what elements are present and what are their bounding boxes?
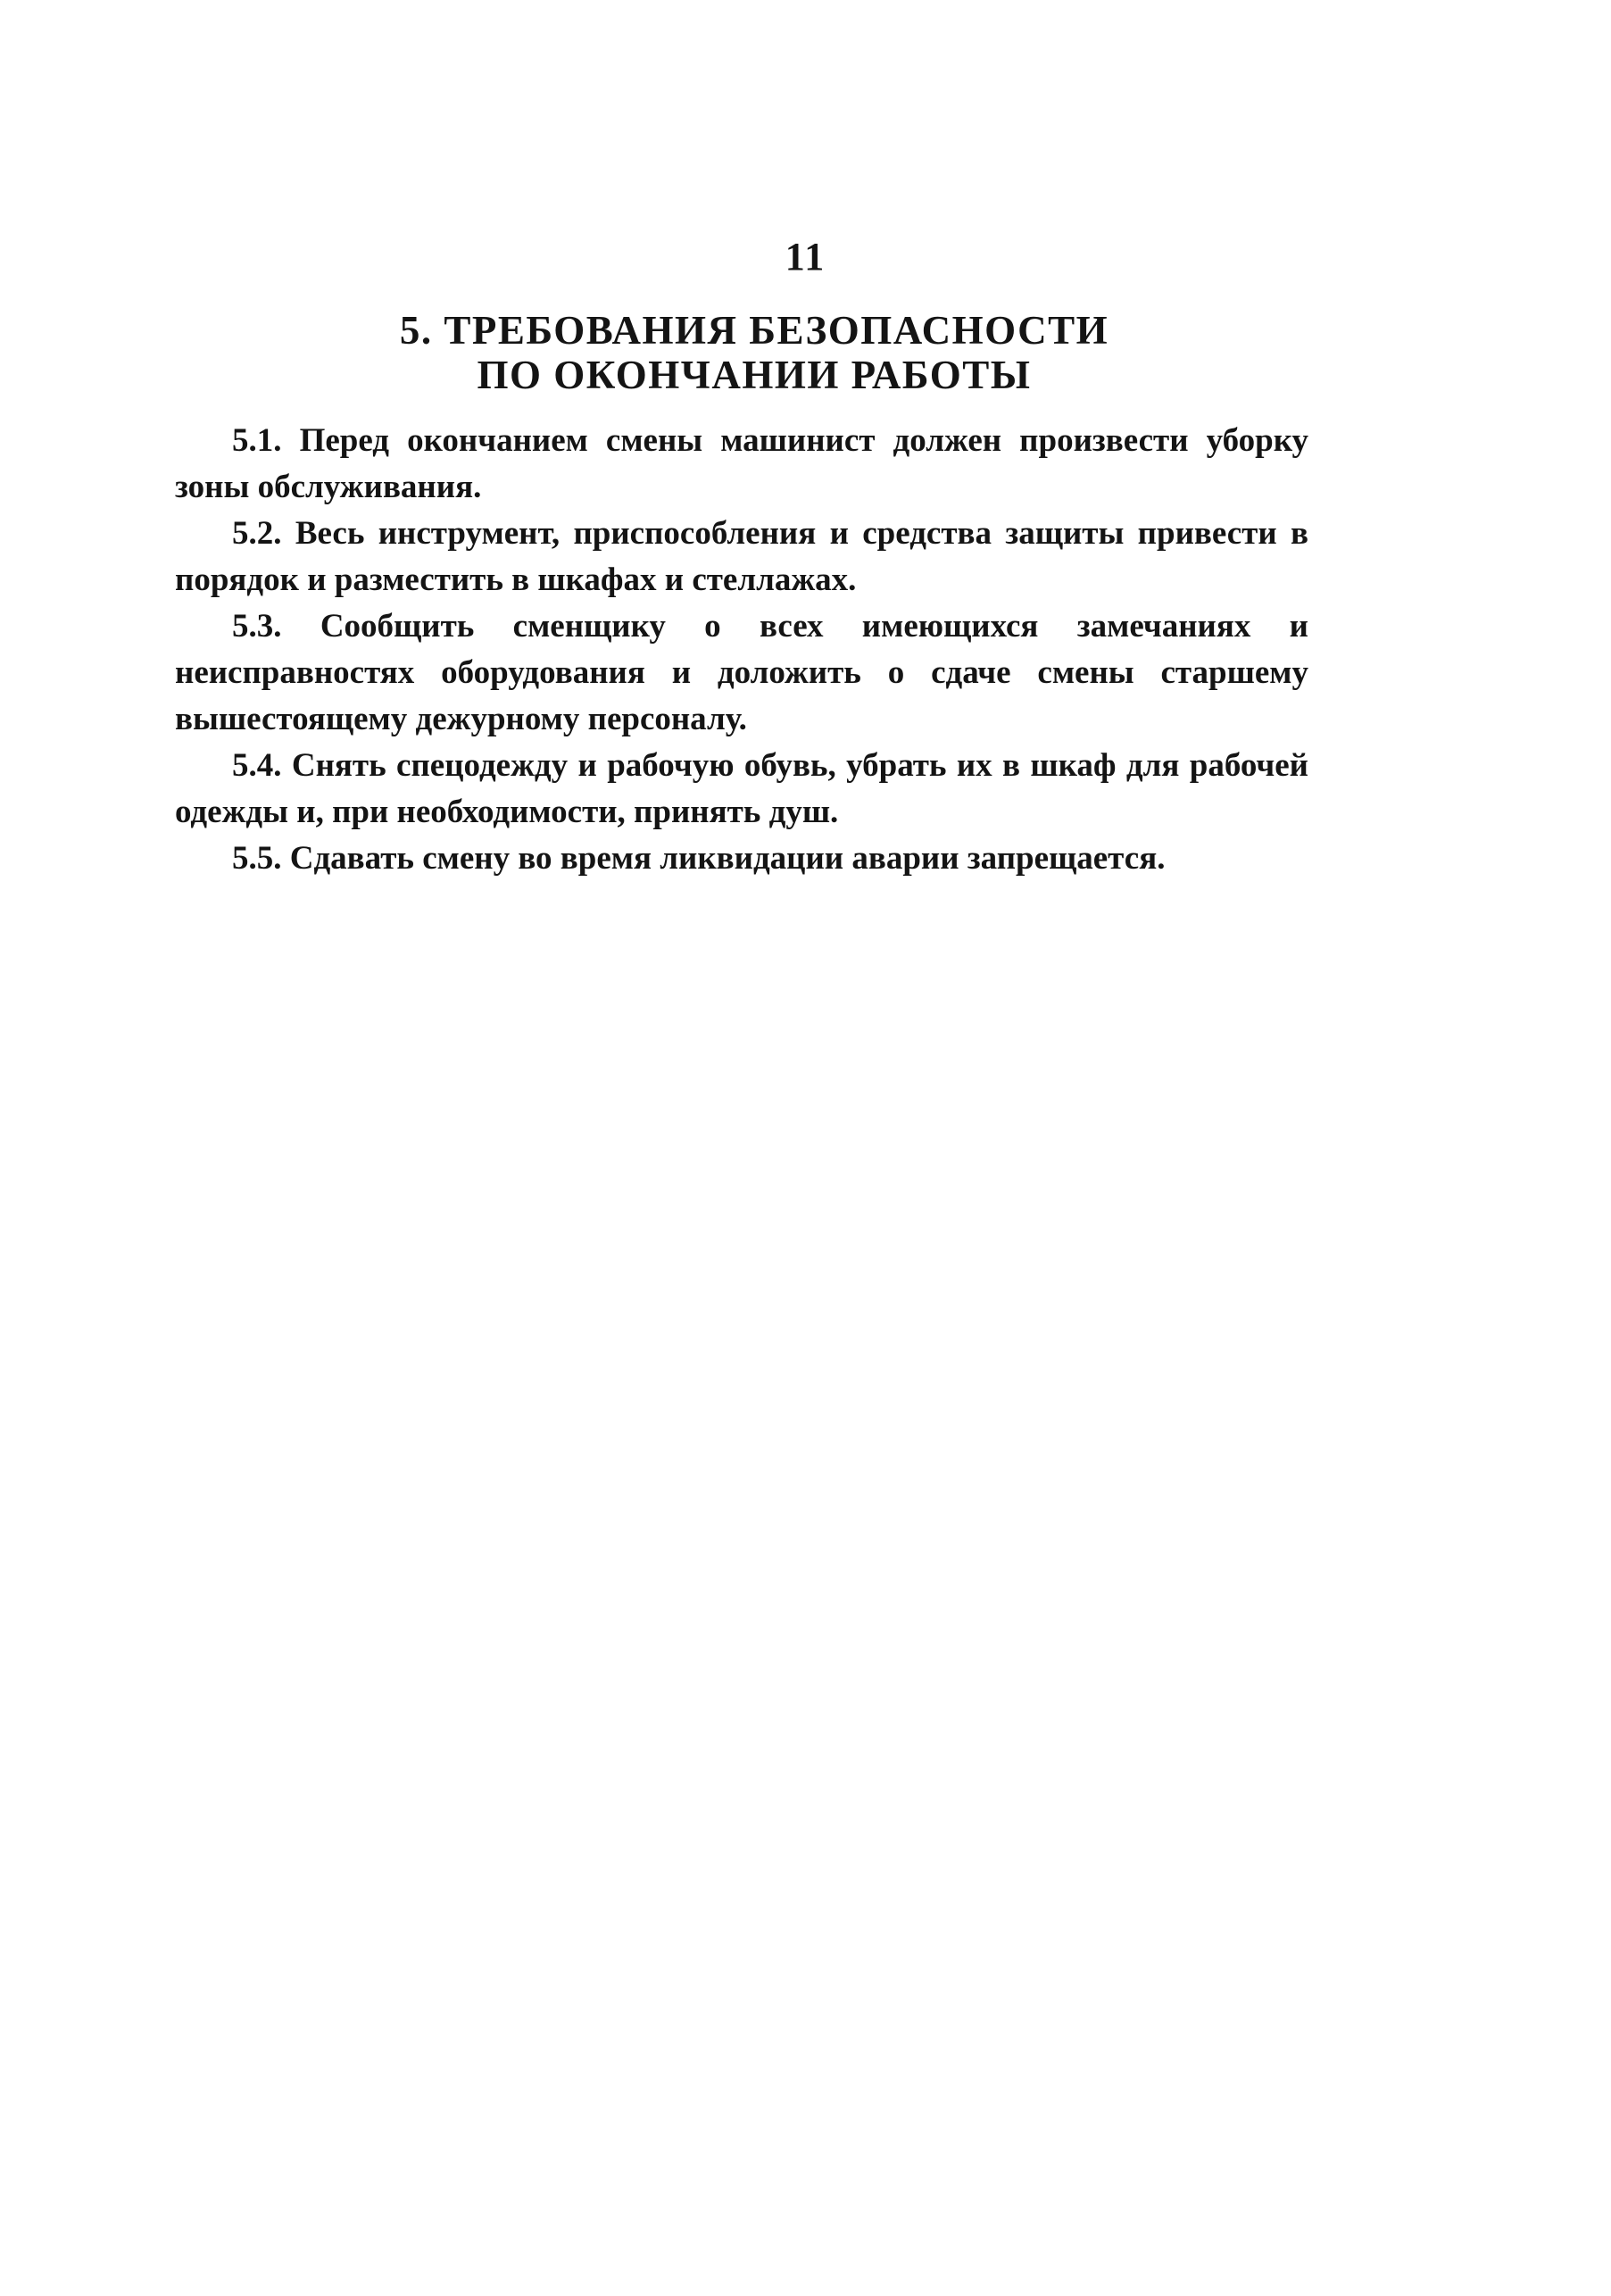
paragraph-5-2: 5.2. Весь инструмент, приспособления и средства защиты привести в порядок и разместить в шкафах и стеллажах.: [175, 515, 1308, 598]
section-title: [0, 308, 1508, 397]
page-number: 11: [785, 235, 826, 279]
section-body: [175, 418, 1308, 882]
paragraph-5-3: 5.3. Сообщить сменщику о всех имеющихся замечаниях и неисправностях оборудования и доложить о сдаче смены старшему вышестоящему дежурному персоналу.: [175, 608, 1308, 737]
paragraph-5-4: 5.4. Снять спецодежду и рабочую обувь, убрать их в шкаф для рабочей одежды и, при необходимости, принять душ.: [175, 747, 1308, 830]
paragraph-5-5: 5.5. Сдавать смену во время ликвидации аварии запрещается.: [232, 840, 1166, 877]
paragraph-5-1: 5.1. Перед окончанием смены машинист должен произвести уборку зоны обслуживания.: [175, 422, 1308, 505]
section-title-line-2: ПО ОКОНЧАНИИ РАБОТЫ: [477, 353, 1032, 397]
section-title-line-1: 5. ТРЕБОВАНИЯ БЕЗОПАСНОСТИ: [399, 308, 1109, 353]
